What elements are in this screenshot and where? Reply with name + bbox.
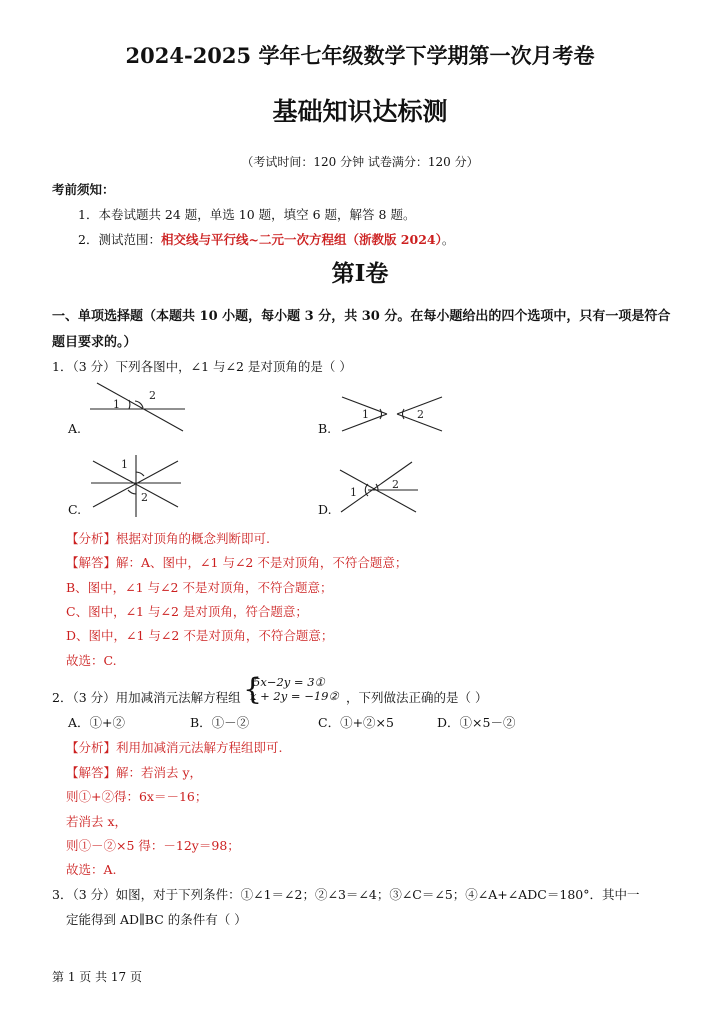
q2-solution <box>66 763 202 781</box>
figure-d-label-2: 2 <box>392 478 399 491</box>
q1-solution-line-2: B、图中，∠1 与∠2 不是对顶角，不符合题意； <box>66 580 333 595</box>
notes-item-2-prefix: 2．测试范围： <box>78 232 161 247</box>
q2-solution-line-3: 若消去 x， <box>66 814 128 829</box>
q1-stem: 1．（3 分）下列各图中，∠1 与∠2 是对顶角的是（ ） <box>52 359 352 374</box>
q1-solution-line-3: C、图中，∠1 与∠2 是对顶角，符合题意； <box>66 604 308 619</box>
figure-b-label-2: 2 <box>417 408 424 421</box>
q1-option-b: B. <box>318 421 332 436</box>
q2-analysis-text: 利用加减消元法解方程组即可. <box>116 740 283 755</box>
volume-title: 第Ⅰ卷 <box>331 260 389 287</box>
q2-option-a: A．①+② <box>68 715 126 730</box>
q2-option-d: D．①×5－② <box>437 715 516 730</box>
q1-figure-d <box>338 460 423 515</box>
q2-choice: 故选：A. <box>66 862 117 877</box>
exam-title: 2024-2025 学年七年级数学下学期第一次月考卷 <box>125 43 595 68</box>
figure-a-label-1: 1 <box>113 398 120 411</box>
figure-d-label-1: 1 <box>350 486 357 499</box>
q2-stem-prefix: 2．（3 分）用加减消元法解方程组 <box>52 690 241 705</box>
q1-option-d: D. <box>318 502 332 517</box>
figure-b-label-1: 1 <box>362 408 369 421</box>
exam-subtitle: 基础知识达标测 <box>272 97 448 126</box>
q1-solution-text: 解：A、图中，∠1 与∠2 不是对顶角，不符合题意； <box>116 555 408 570</box>
q1-solution-tag: 【解答】 <box>66 555 117 570</box>
notes-item-2 <box>78 230 454 248</box>
q1-option-c: C. <box>68 502 82 517</box>
q2-stem-suffix: ，下列做法正确的是（ ） <box>346 690 488 705</box>
q1-analysis <box>66 529 270 547</box>
q2-solution-tag: 【解答】 <box>66 765 117 780</box>
q2-option-b: B．①－② <box>190 715 250 730</box>
q2-solution-text: 解：若消去 y， <box>116 765 203 780</box>
q2-equation-1: 5x−2y = 3① <box>253 675 325 689</box>
q1-figure-b <box>337 394 449 434</box>
q1-figure-a <box>85 383 195 435</box>
q1-option-a: A. <box>68 421 82 436</box>
q1-choice: 故选：C. <box>66 653 117 668</box>
q2-analysis-tag: 【分析】 <box>66 740 117 755</box>
test-scope: 相交线与平行线~二元一次方程组（浙教版 2024） <box>160 232 442 247</box>
q2-equation-2: x + 2y = −19② <box>250 689 339 703</box>
figure-c-label-2: 2 <box>141 491 148 504</box>
q2-solution-line-2: 则①+②得：6x＝－16； <box>66 789 208 804</box>
figure-c-label-1: 1 <box>121 458 128 471</box>
q2-system-brace: { <box>243 672 263 707</box>
q3-stem-line-1: 3．（3 分）如图，对于下列条件：①∠1＝∠2；②∠3＝∠4；③∠C＝∠5；④∠A+∠ADC＝180°．其中一 <box>52 887 640 902</box>
q2-analysis <box>66 738 283 756</box>
section-1-line-2: 题目要求的。） <box>52 335 137 350</box>
page-footer: 第 1 页 共 17 页 <box>52 970 142 984</box>
q1-figure-c <box>88 455 184 517</box>
q1-analysis-tag: 【分析】 <box>66 531 117 546</box>
notes-heading: 考前须知： <box>52 182 115 197</box>
exam-info: （考试时间：120 分钟 试卷满分：120 分） <box>241 155 479 169</box>
q2-solution-line-4: 则①－②×5 得：－12y＝98； <box>66 838 240 853</box>
notes-item-1: 1．本卷试题共 24 题，单选 10 题，填空 6 题，解答 8 题。 <box>78 207 416 222</box>
q1-solution <box>66 553 407 571</box>
notes-item-2-suffix: 。 <box>441 232 455 247</box>
figure-a-label-2: 2 <box>149 389 156 402</box>
q1-analysis-text: 根据对顶角的概念判断即可. <box>116 531 270 546</box>
q3-stem-line-2: 定能得到 AD∥BC 的条件有（ ） <box>66 912 247 927</box>
q2-option-c: C．①+②×5 <box>318 715 394 730</box>
q1-solution-line-4: D、图中，∠1 与∠2 不是对顶角，不符合题意； <box>66 628 334 643</box>
section-1-line-1: 一、单项选择题（本题共 10 小题，每小题 3 分，共 30 分。在每小题给出的四个选项中，只有一项是符合 <box>52 309 671 324</box>
